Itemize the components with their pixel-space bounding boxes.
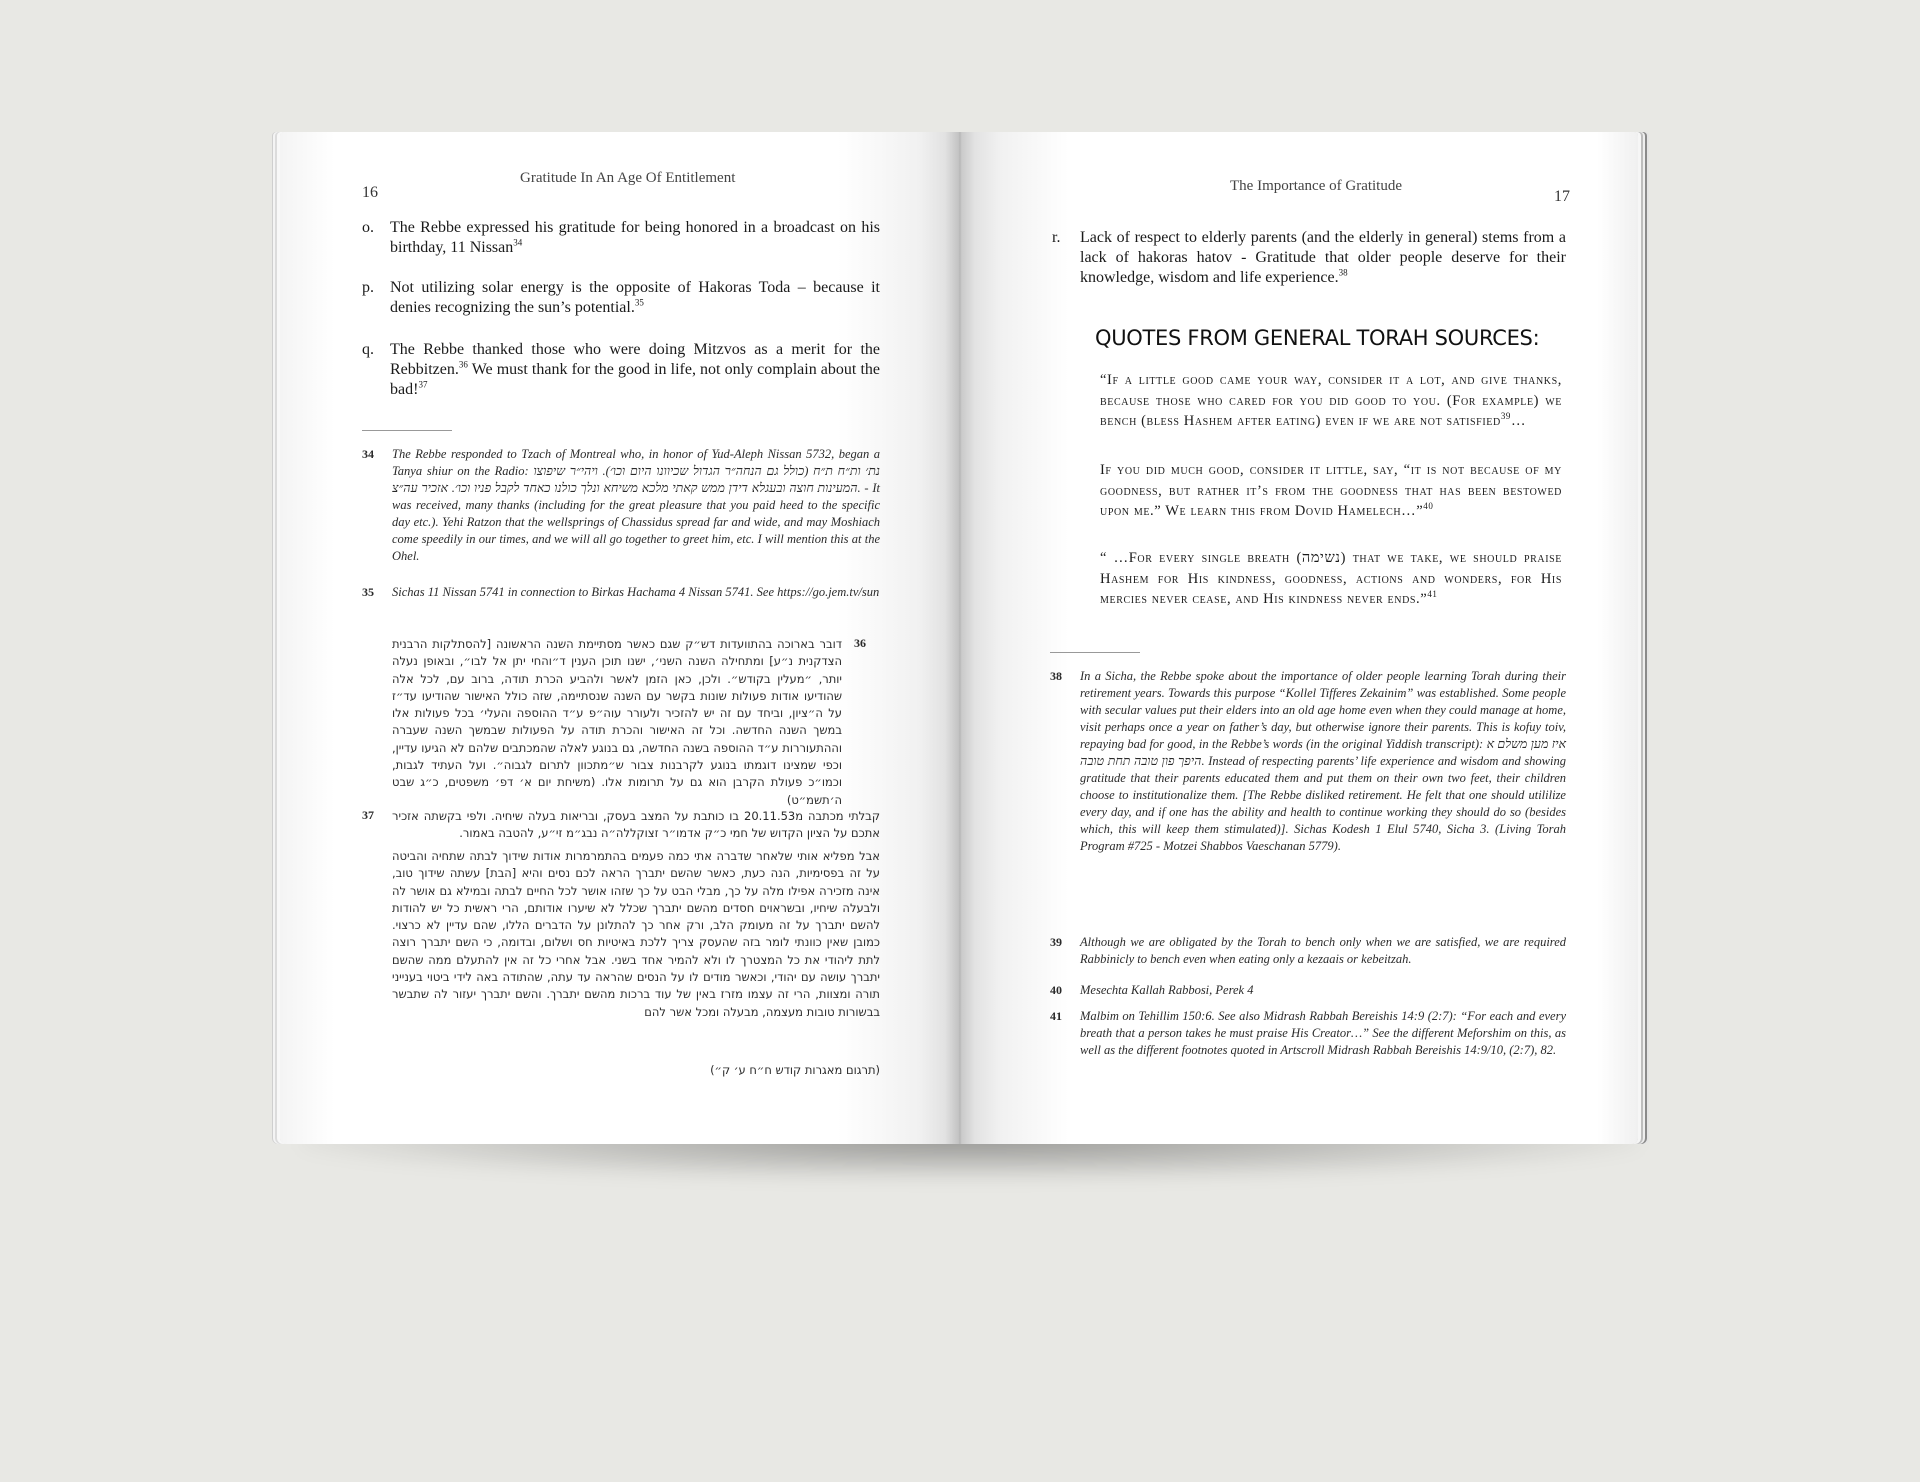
- footnote-37-source: (תרגום מאגרות קודש ח״ח ע׳ ק״): [710, 1063, 880, 1077]
- footnote-ref[interactable]: 38: [1338, 267, 1348, 278]
- footnote-text: The Rebbe responded to Tzach of Montreal who, in honor of Yud-Aleph Nissan 5732, began a Tanya shiur on the Radio: נת׳ ות״ח ת״ח (כולל גם הנחה״ר הגדול שכיוונו היום וכו׳). ויהי״ר שיפוצו המעינות חוצה ובעגלא דידן ממש קאתי מלכא משיחא ונלך כולנו כאחד לקבל פניו וכו׳. אזכיר עה״צ. - It was received, many thanks (including for the great pleasure that you paid heed to the specific day etc.). Yehi Ratzon that the wellsprings of Chassidus spread far and wide, and may Moshiach come speedily in our times, and we will all go together to greet him, etc. I will mention this at the Ohel.: [392, 447, 880, 563]
- footnote-37-hebrew-b: אבל מפליא אותי שלאחר שדברה אתי כמה פעמים בהתמרמרות אודות שידוך לבתה שתחיה והביטה על זה בפסימיות, הנה כעת, כאשר שהשם יתברך הראה לכם נסים והיא [הבת] עשתה שידוך טוב, אינה מזכירה אפילו מלה על כך, מבלי הבט על כך שזהו אושר לכל החיים לבתה ובמילא גם אושר לה ולבעלה שיחיו, ובשראוים חסדים מהשם יתברך שכלל לא שיערו אודותם, הרי ראשית כל יש להודות להשם יתברך על זה מעומק הלב, ורק אחר כך להתלונן על הדברים הללו, שהם עדיין לא כרצוי. כמובן שאין כוונתי לומר בזה שהעסק צריך ללכת באיטיות חס ושלום, ובדומה, כי השם יתברך רוצה לתת ליהודי את כל המצטרך לו ולא להמיר אחד בשני. אבל אחרי כל זה אין להתעלם ממה שהשם יתברך עושה עם יהודי, וכאשר מודים לו על הנסים שהראה עד עתה, שהתודה באה לידי ביטוי בענייני תורה ומצוות, הרי זה עצמו מזרז באין של עוד ברכות מהשם יתברך. והשם יתברך יעזור לה שתבשר בבשורות טובות מעצמה, מבעלה ומכל אשר להם: [392, 849, 880, 1019]
- footnote-40: [1050, 982, 1566, 999]
- item-text: Not utilizing solar energy is the opposite of Hakoras Toda – because it denies recognizing the sun’s potential.: [390, 279, 880, 316]
- quote-text: If you did much good, consider it little, say, “it is not because of my goodness, but rather it’s from the goodness that has been bestowed upon me.” We learn this from Dovid Hamelech…”: [1100, 462, 1562, 519]
- left-running-head: Gratitude In An Age Of Entitlement: [520, 170, 736, 186]
- footnote-text: In a Sicha, the Rebbe spoke about the importance of older people learning Torah during their retirement years. Towards this purpose “Kollel Tifferes Zekainim” was established. Some people with secular values put their elders into an old age home even when they could manage at home, visit perhaps once a year on father’s day, but otherwise ignore their parents. This is kofuy toiv, repaying bad for good, in the Rebbe’s words (in the original Yiddish transcript): איז מען משלם א היפך פון טובה תחת טובה. Instead of respecting parents’ life experience and wisdom and showing gratitude that their parents educated them and put them on their own two feet, their children choose to institutionalize them. [The Rebbe disliked retirement. He felt that one should utililize every day, and if one has the ability and health to continue working they should do so (besides which, this will keep them stimulated)]. Sichas Kodesh 1 Elul 5740, Sicha 3. (Living Torah Program #725 - Motzei Shabbos Vaeschanan 5779).: [1080, 669, 1566, 853]
- quote-tail: …: [1511, 413, 1527, 429]
- footnote-35: [362, 584, 880, 601]
- footnote-ref[interactable]: 40: [1423, 501, 1434, 512]
- footnote-ref[interactable]: 41: [1427, 589, 1438, 600]
- quote-3: [1100, 548, 1562, 610]
- list-item-p: [362, 278, 880, 318]
- footnote-number: 39: [1050, 935, 1062, 949]
- footnote-number: 41: [1050, 1009, 1062, 1023]
- footnote-38: [1050, 668, 1566, 855]
- item-text-tail: We must thank for the good in life, not only complain about the bad!: [390, 361, 880, 398]
- footnote-ref[interactable]: 39: [1500, 411, 1512, 422]
- quote-text: “ …For every single breath (נשימה) that we take, we should praise Hashem for His kindness, goodness, actions and wonders, for His mercies never cease, and His kindness never ends.”: [1100, 550, 1562, 607]
- item-letter: r.: [1052, 229, 1061, 246]
- quote-text: “If a little good came your way, consider it a lot, and give thanks, because those who cared for you did good to you. (For example) we bench (bless Hashem after eating) even if we are not satisfied: [1100, 372, 1562, 429]
- item-letter: q.: [362, 341, 374, 358]
- item-letter: o.: [362, 219, 374, 236]
- footnote-number-37: 37: [362, 808, 374, 822]
- footnote-text: Malbim on Tehillim 150:6. See also Midrash Rabbah Bereishis 14:9 (2:7): “For each and every breath that a person takes he must praise His Creator…” See the different Meforshim on this, as well as the different footnotes quoted in Artscroll Midrash Rabbah Bereishis 14:9/10, (2:7), 82.: [1080, 1009, 1566, 1057]
- footnote-number: 34: [362, 447, 374, 461]
- footnote-ref[interactable]: 34: [513, 237, 523, 248]
- footnote-36-hebrew: דובר בארוכה בהתוועדות דש״ק שגם כאשר מסתיימת השנה הראשונה [להסתלקות הרבנית הצדקנית נ״ע] ומתחילה השנה השני׳, ישנו תוכן הענין ד״והחי יתן אל לבו״, ובאופן נעלה יותר, ״מעלין בקודש״. ולכן, כאן הזמן לאשר ולהביע הכרת תודה, ברוב עם, לכל אלה שהודיעו אודות פעולות שונות בקשר עם השנה שנסתיימה, שזה כולל האישור שהודיעו עד״ז על ה״ציון, וביחד עם זה יש להזכיר ולעורר עוה״פ ע״ד ההוספה והעלי׳ בכל פעולות אלו במשך השנה החדשה. וכל זה האישור והכרת תודה על הפעולות שבמשך השנה שעברה וההתעוררות ע״ד ההוספה בשנה החדשה, גם בנוגע לאלה שהמכתבים שלהם לא הגיעו עדיין, וכפי שמצינו דוגמתו בנוגע לקרבנות צבור ש״מתכוון לתרום לגבוה״. ועל העתיד לגבות, וכמו״כ פעולת הקרבן הוא גם על תרומות אלו. (משיחת יום א׳ דפ׳ משפטים, כ״ג שבט ה׳תשמ״ט): [392, 637, 842, 807]
- book-spine-gutter: [945, 132, 975, 1144]
- quote-1: [1100, 370, 1562, 432]
- right-page: [960, 132, 1638, 1144]
- footnote-number: 38: [1050, 669, 1062, 683]
- footnote-divider: [1050, 652, 1140, 653]
- section-heading: QUOTES FROM GENERAL TORAH SOURCES:: [1095, 326, 1540, 350]
- footnote-number: 35: [362, 585, 374, 599]
- footnote-text: Mesechta Kallah Rabbosi, Perek 4: [1080, 983, 1254, 997]
- footnote-ref[interactable]: 36: [458, 359, 468, 370]
- list-item-o: [362, 218, 880, 258]
- footnote-39: [1050, 934, 1566, 968]
- footnote-ref[interactable]: 37: [418, 379, 428, 390]
- quote-2: [1100, 460, 1562, 522]
- footnote-text: Sichas 11 Nissan 5741 in connection to Birkas Hachama 4 Nissan 5741. See https://go.jem.tv/sun: [392, 585, 880, 599]
- footnote-number-36: 36: [854, 636, 866, 650]
- item-text: The Rebbe thanked those who were doing Mitzvos as a merit for the Rebbitzen.: [390, 341, 880, 378]
- right-page-number: 17: [1554, 188, 1570, 205]
- item-text: Lack of respect to elderly parents (and the elderly in general) stems from a lack of hakoras hatov - Gratitude that older people deserve for their knowledge, wisdom and life experience.: [1080, 229, 1566, 286]
- footnote-41: [1050, 1008, 1566, 1059]
- item-letter: p.: [362, 279, 374, 296]
- left-page-number: 16: [362, 184, 378, 201]
- footnote-34: [362, 446, 880, 565]
- footnote-number: 40: [1050, 983, 1062, 997]
- list-item-q: [362, 340, 880, 400]
- left-page: [280, 132, 960, 1144]
- item-text: The Rebbe expressed his gratitude for being honored in a broadcast on his birthday, 11 Nissan: [390, 219, 880, 256]
- footnote-ref[interactable]: 35: [634, 297, 644, 308]
- footnote-divider: [362, 430, 452, 431]
- list-item-r: [1052, 228, 1566, 288]
- footnote-37-hebrew-a: קבלתי מכתבה מ20.11.53 בו כותבת על המצב בעסק, ובריאות בעלה שיחיה. ולפי בקשתה אזכיר אתכם על הציון הקדוש של חמי כ״ק אדמו״ר זצוקללה״ה נבג״מ זי״ע, להטבה באמור.: [392, 809, 880, 841]
- right-running-head: The Importance of Gratitude: [1230, 178, 1403, 194]
- footnote-text: Although we are obligated by the Torah to bench only when we are satisfied, we are required Rabbinicly to bench even when eating only a kezaais or kebeitzah.: [1080, 935, 1566, 966]
